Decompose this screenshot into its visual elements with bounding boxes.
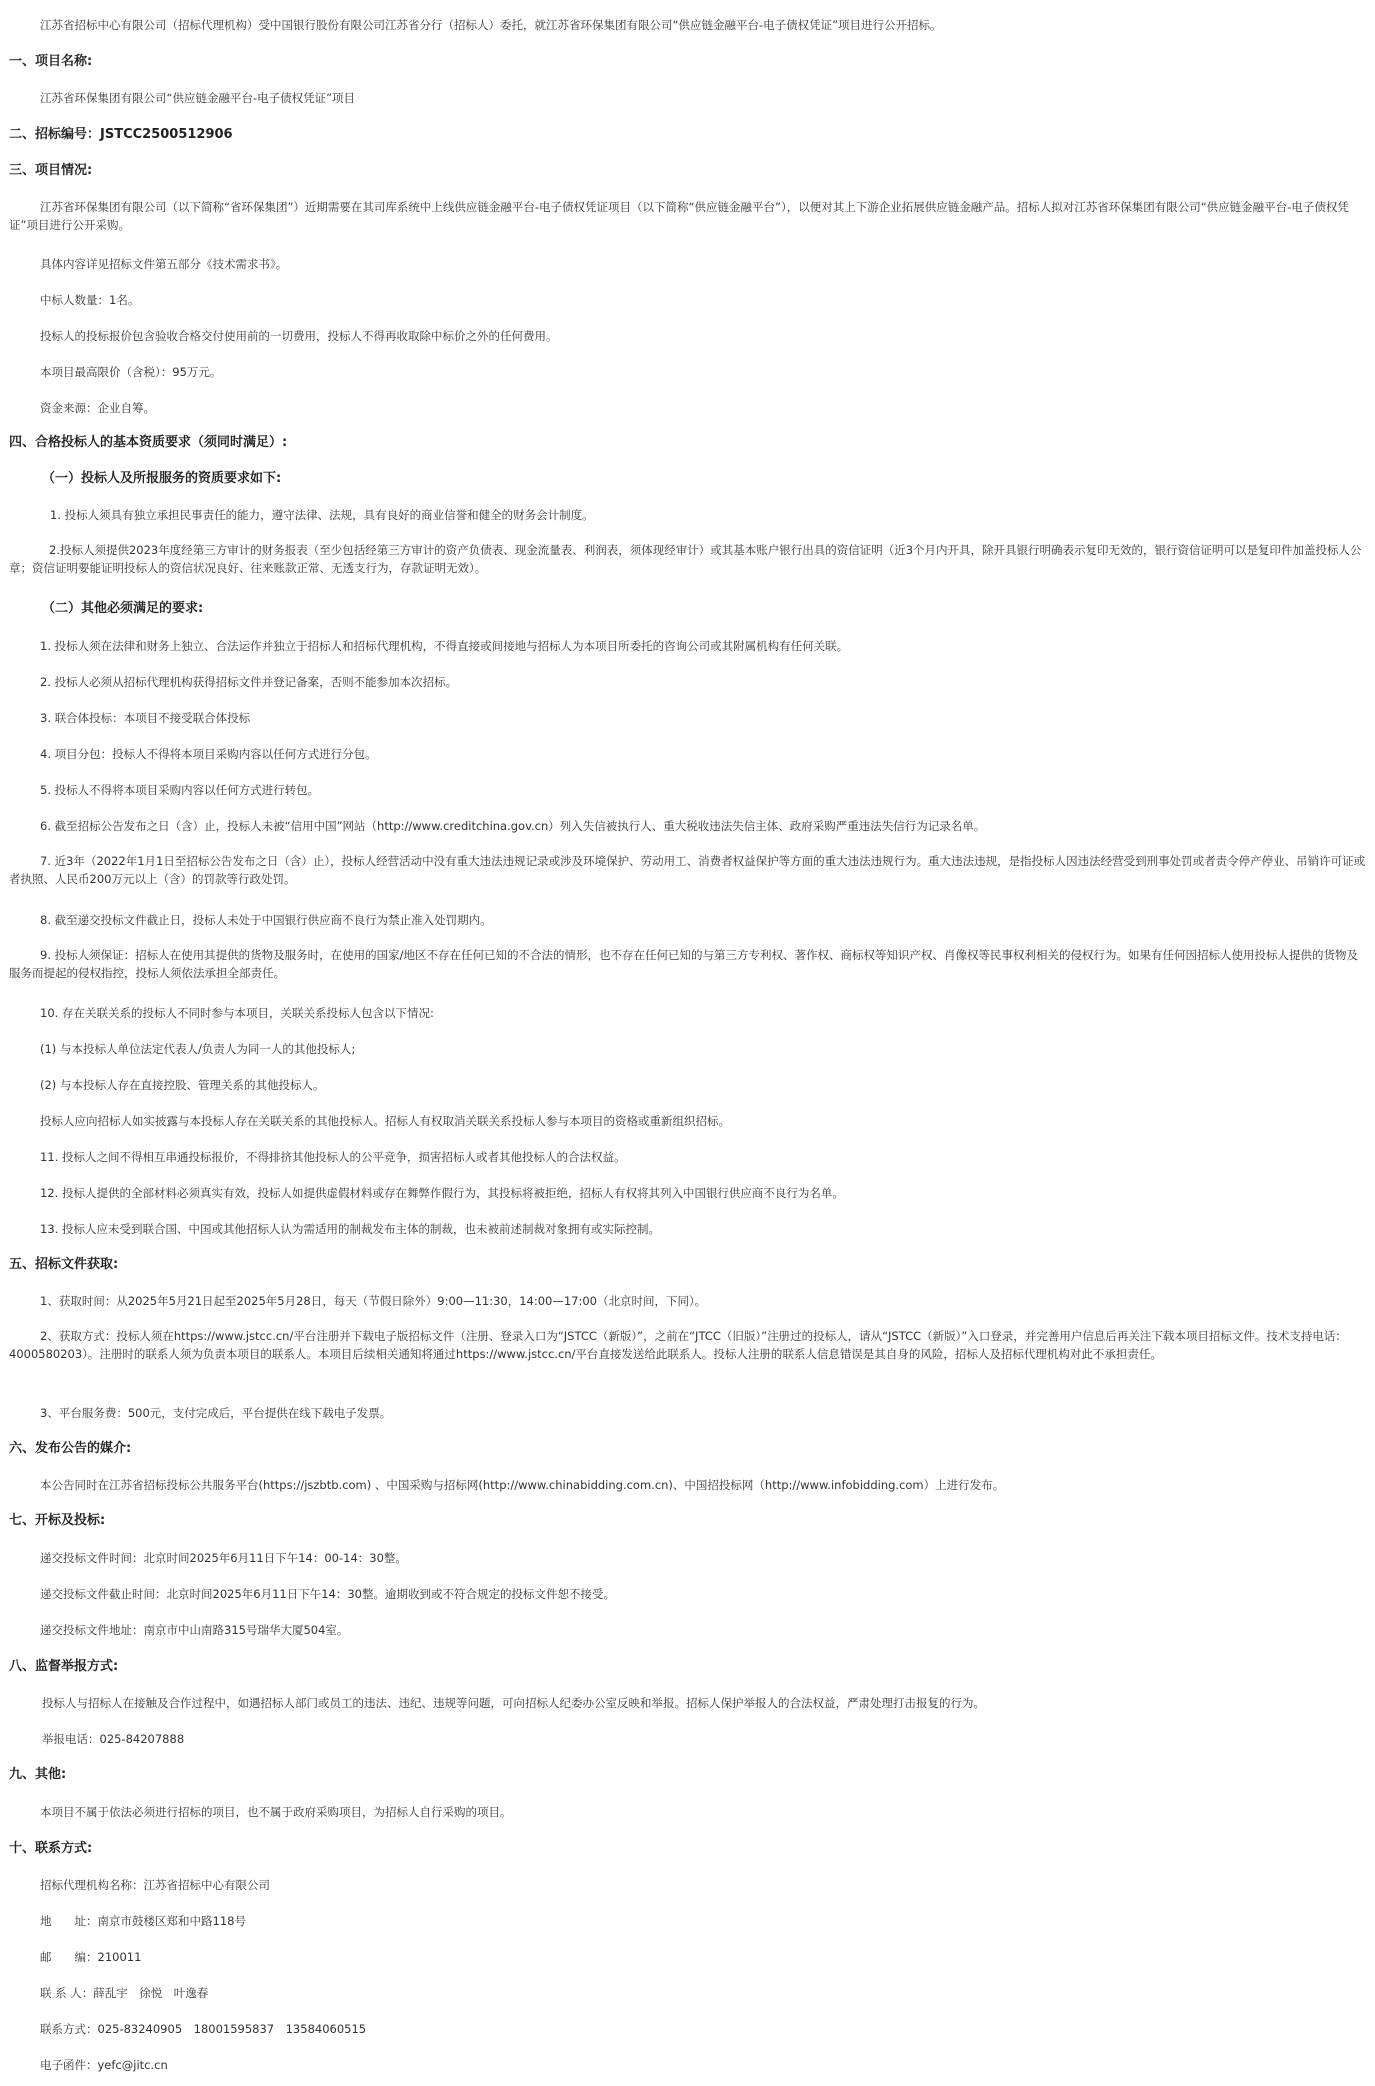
- requirement-item-4: 4. 项目分包：投标人不得将本项目采购内容以任何方式进行分包。: [40, 747, 377, 761]
- contact-postcode: 邮 编：210011: [40, 1950, 142, 1964]
- report-phone: 举报电话：025-84207888: [42, 1732, 185, 1746]
- requirement-item-10-3: 投标人应向招标人如实披露与本投标人存在关联关系的其他投标人。招标人有权取消关联关系投标人参与本项目的资格或重新组织招标。: [40, 1114, 730, 1128]
- requirement-item-10-2: (2) 与本投标人存在直接控股、管理关系的其他投标人。: [40, 1078, 325, 1092]
- requirement-item-10: 10. 存在关联关系的投标人不同时参与本项目，关联关系投标人包含以下情况:: [40, 1006, 434, 1020]
- project-info-max-price: 本项目最高限价（含税）：95万元。: [40, 365, 222, 379]
- requirement-item-1: 1. 投标人须在法律和财务上独立、合法运作并独立于招标人和招标代理机构，不得直接或间接地与招标人为本项目所委托的咨询公司或其附属机构有任何关联。: [40, 639, 849, 653]
- requirement-item-6: 6. 截至招标公告发布之日（含）止，投标人未被“信用中国”网站（http://www.creditchina.gov.cn）列入失信被执行人、重大税收违法失信主体、政府采购严重违法失信行为记录名单。: [40, 819, 986, 833]
- requirement-item-5: 5. 投标人不得将本项目采购内容以任何方式进行转包。: [40, 783, 320, 797]
- section-title-qualifications: 四、合格投标人的基本资质要求（须同时满足）:: [9, 435, 288, 450]
- requirement-item-7: 7. 近3年（2022年1月1日至招标公告发布之日（含）止），投标人经营活动中没有重大违法违规记录或涉及环境保护、劳动用工、消费者权益保护等方面的重大违法违规行为。重大违法违规，是指投标人因违法经营受到刑事处罚或者责令停产停业、吊销许可证或者执照、人民币200万元以上（含）的罚款等行政处罚。: [9, 854, 1366, 886]
- intro-paragraph: 江苏省招标中心有限公司（招标代理机构）受中国银行股份有限公司江苏省分行（招标人）委托，就江苏省环保集团有限公司“供应链金融平台-电子债权凭证”项目进行公开招标。: [40, 18, 942, 32]
- acquisition-method: 2、获取方式：投标人须在https://www.jstcc.cn/平台注册并下载电子版招标文件（注册、登录入口为“JSTCC（新版）”，之前在“JTCC（旧版）”注册过的投标人，请从“JSTCC（新版）”入口登录，并完善用户信息后再关注下载本项目招标文件。技术支持电话：4000580203）。注册时的联系人须为负责本项目的联系人。本项目后续相关通知将通过https://www.jstcc.cn/平台直接发送给此联系人。投标人注册的联系人信息错误是其自身的风险，招标人及招标代理机构对此不承担责任。: [9, 1329, 1347, 1361]
- supervision-text: 投标人与招标人在接触及合作过程中，如遇招标人部门或员工的违法、违纪、违规等问题，可向招标人纪委办公室反映和举报。招标人保护举报人的合法权益，严肃处理打击报复的行为。: [42, 1696, 985, 1710]
- project-info-winners: 中标人数量：1名。: [40, 293, 140, 307]
- section-title-supervision: 八、监督举报方式:: [9, 1659, 119, 1674]
- bid-submission-address: 递交投标文件地址：南京市中山南路315号瑞华大厦504室。: [40, 1623, 349, 1637]
- contact-email[interactable]: 电子函件：yefc@jitc.cn: [40, 2058, 168, 2072]
- contact-phones: 联系方式：025-83240905 18001595837 13584060515: [40, 2022, 367, 2036]
- requirement-item-11: 11. 投标人之间不得相互串通投标报价，不得排挤其他投标人的公平竞争，损害招标人或者其他投标人的合法权益。: [40, 1150, 626, 1164]
- publication-media-text: 本公告同时在江苏省招标投标公共服务平台(https://jszbtb.com) 、中国采购与招标网(http://www.chinabidding.com.cn)、中国招投标网（http://www.infobidding.com）上进行发布。: [40, 1478, 1005, 1492]
- project-info-funding: 资金来源：企业自筹。: [40, 401, 155, 415]
- requirement-item-10-1: (1) 与本投标人单位法定代表人/负责人为同一人的其他投标人;: [40, 1042, 356, 1056]
- other-text: 本项目不属于依法必须进行招标的项目，也不属于政府采购项目，为招标人自行采购的项目。: [40, 1805, 512, 1819]
- contact-persons: 联 系 人：薛乱宇 徐悦 叶逸春: [40, 1986, 209, 2000]
- project-info-paragraph: 江苏省环保集团有限公司（以下简称“省环保集团”）近期需要在其司库系统中上线供应链金融平台-电子债权凭证项目（以下简称“供应链金融平台”），以便对其上下游企业拓展供应链金融产品。招标人拟对江苏省环保集团有限公司“供应链金融平台-电子债权凭证”项目进行公开采购。: [9, 200, 1349, 232]
- project-info-tech-req: 具体内容详见招标文件第五部分《技术需求书》。: [40, 257, 288, 271]
- qualification-item-1: 1. 投标人须具有独立承担民事责任的能力，遵守法律、法规，具有良好的商业信誉和健全的财务会计制度。: [50, 508, 594, 522]
- contact-address: 地 址：南京市鼓楼区郑和中路118号: [40, 1914, 246, 1928]
- requirement-item-3: 3. 联合体投标：本项目不接受联合体投标: [40, 711, 251, 725]
- acquisition-time: 1、获取时间：从2025年5月21日起至2025年5月28日，每天（节假日除外）9:00—11:30，14:00—17:00（北京时间，下同）。: [40, 1294, 707, 1308]
- project-info-price-scope: 投标人的投标报价包含验收合格交付使用前的一切费用，投标人不得再收取除中标价之外的任何费用。: [40, 329, 558, 343]
- contact-agency-name: 招标代理机构名称：江苏省招标中心有限公司: [40, 1878, 270, 1892]
- section-title-bid-opening: 七、开标及投标:: [9, 1513, 106, 1528]
- bid-submission-deadline: 递交投标文件截止时间：北京时间2025年6月11日下午14：30整。逾期收到或不符合规定的投标文件恕不接受。: [40, 1587, 615, 1601]
- section-title-contact: 十、联系方式:: [9, 1841, 93, 1856]
- section-title-publication-media: 六、发布公告的媒介:: [9, 1441, 132, 1456]
- requirement-item-8: 8. 截至递交投标文件截止日，投标人未处于中国银行供应商不良行为禁止准入处罚期内。: [40, 913, 492, 927]
- requirement-item-9: 9. 投标人须保证：招标人在使用其提供的货物及服务时，在使用的国家/地区不存在任何已知的不合法的情形，也不存在任何已知的与第三方专利权、著作权、商标权等知识产权、肖像权等民事权利相关的侵权行为。如果有任何因招标人使用投标人提供的货物及服务而提起的侵权指控，投标人须依法承担全部责任。: [9, 948, 1358, 980]
- requirement-item-13: 13. 投标人应未受到联合国、中国或其他招标人认为需适用的制裁发布主体的制裁，也未被前述制裁对象拥有或实际控制。: [40, 1222, 660, 1236]
- section-title-project-info: 三、项目情况:: [9, 163, 93, 178]
- section-title-tender-number: 二、招标编号：JSTCC2500512906: [9, 127, 233, 142]
- bid-submission-time: 递交投标文件时间：北京时间2025年6月11日下午14：00-14：30整。: [40, 1551, 407, 1565]
- acquisition-fee: 3、平台服务费：500元，支付完成后，平台提供在线下载电子发票。: [40, 1406, 392, 1420]
- section-title-document-acquisition: 五、招标文件获取:: [9, 1257, 119, 1272]
- qualification-item-2: 2.投标人须提供2023年度经第三方审计的财务报表（至少包括经第三方审计的资产负债表、现金流量表、利润表，须体现经审计）或其基本账户银行出具的资信证明（近3个月内开具，除开具银行明确表示复印无效的，银行资信证明可以是复印件加盖投标人公章；资信证明要能证明投标人的资信状况良好、往来账款正常、无透支行为，存款证明无效）。: [9, 543, 1362, 575]
- section-title-project-name: 一、项目名称:: [9, 54, 93, 69]
- requirement-item-2: 2. 投标人必须从招标代理机构获得招标文件并登记备案，否则不能参加本次招标。: [40, 675, 458, 689]
- section-title-other: 九、其他:: [9, 1767, 67, 1782]
- project-name-text: 江苏省环保集团有限公司“供应链金融平台-电子债权凭证”项目: [40, 91, 356, 105]
- requirement-item-12: 12. 投标人提供的全部材料必须真实有效，投标人如提供虚假材料或存在舞弊作假行为，其投标将被拒绝，招标人有权将其列入中国银行供应商不良行为名单。: [40, 1186, 844, 1200]
- subsection-title-other-requirements: （二）其他必须满足的要求:: [42, 601, 204, 616]
- subsection-title-bidder-qualifications: （一）投标人及所报服务的资质要求如下:: [42, 471, 282, 486]
